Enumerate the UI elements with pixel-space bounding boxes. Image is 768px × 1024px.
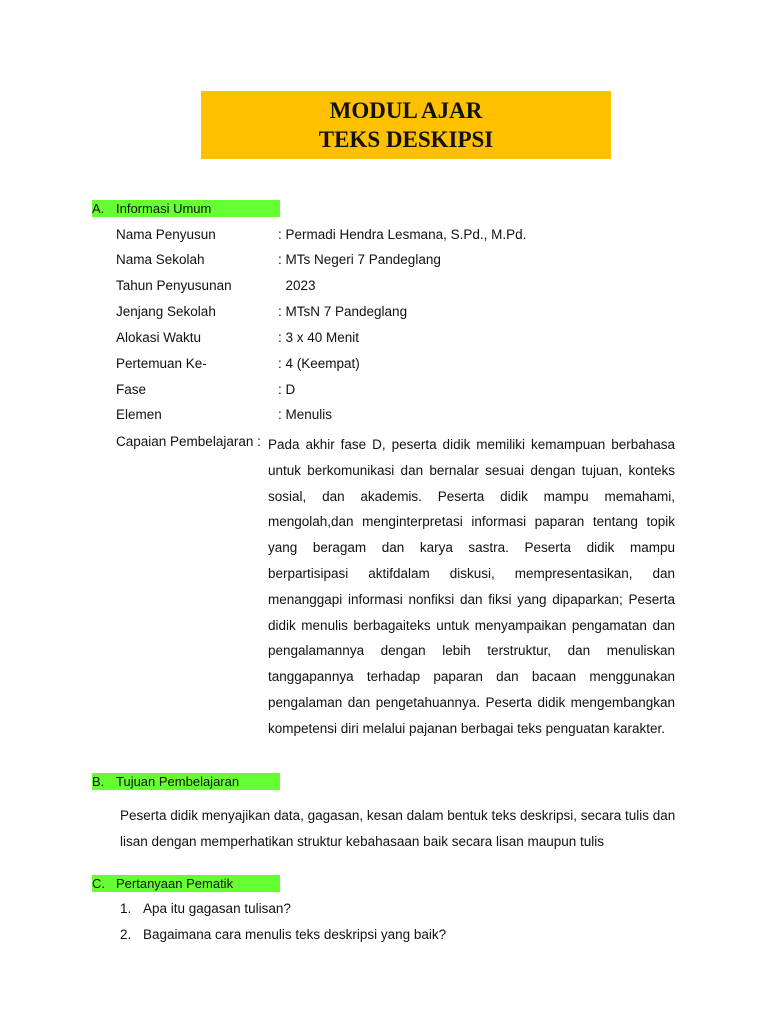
section-b-heading — [92, 773, 280, 790]
section-c-name: Pertanyaan Pematik — [116, 876, 234, 891]
section-b-name: Tujuan Pembelajaran — [116, 774, 240, 789]
question-number: 1. — [120, 901, 132, 916]
info-value: 2023 — [278, 278, 316, 293]
info-label: Jenjang Sekolah — [116, 304, 216, 319]
info-value: : MTsN 7 Pandeglang — [278, 304, 408, 319]
section-c-letter: C. — [92, 876, 105, 891]
info-label: Nama Sekolah — [116, 252, 205, 267]
title-line-2: TEKS DESKIPSI — [318, 127, 494, 152]
info-value: : Menulis — [278, 407, 333, 422]
info-label: Fase — [116, 382, 147, 397]
title-line-1: MODUL AJAR — [329, 98, 483, 123]
tujuan-text: Peserta didik menyajikan data, gagasan, kesan dalam bentuk teks deskripsi, secara tulis dan lisan dengan memperhatikan struktur kebahasaan baik secara lisan maupun tulis — [120, 808, 676, 849]
question-number: 2. — [120, 927, 132, 942]
section-c-heading — [92, 875, 280, 892]
info-value: : 3 x 40 Menit — [278, 330, 360, 345]
info-label: Nama Penyusun — [116, 227, 216, 242]
info-label: Tahun Penyusunan — [116, 278, 232, 293]
section-a-name: Informasi Umum — [116, 201, 212, 216]
capaian-text: Pada akhir fase D, peserta didik memiliki kemampuan berbahasa untuk berkomunikasi dan bernalar sesuai dengan tujuan, konteks sosial, dan akademis. Peserta didik mampu memahami, mengolah,dan menginterpretasi informasi paparan tentang topik yang beragam dan karya sastra. Peserta didik mampu berpartisipasi aktifdalam diskusi, mempresentasikan, dan menanggapi informasi nonfiksi dan fiksi yang dipaparkan; Peserta didik menulis berbagaiteks untuk menyampaikan pengamatan dan pengalamannya dengan lebih terstruktur, dan menuliskan tanggapannya terhadap paparan dan bacaan menggunakan pengalaman dan pengetahuannya. Peserta didik mengembangkan kompetensi diri melalui pajanan berbagai teks penguatan karakter. — [268, 437, 675, 736]
document-title — [201, 91, 611, 159]
section-b-letter: B. — [92, 774, 105, 789]
info-label: Elemen — [116, 407, 162, 422]
info-value: : 4 (Keempat) — [278, 356, 360, 371]
question-text: Apa itu gagasan tulisan? — [143, 901, 291, 916]
section-a-letter: A. — [92, 201, 105, 216]
section-a-heading — [92, 200, 280, 217]
info-value: : Permadi Hendra Lesmana, S.Pd., M.Pd. — [278, 227, 527, 242]
info-label: Pertemuan Ke- — [116, 356, 207, 371]
info-value: : D — [278, 382, 296, 397]
capaian-label: Capaian Pembelajaran : — [116, 434, 261, 449]
info-label: Alokasi Waktu — [116, 330, 202, 345]
info-value: : MTs Negeri 7 Pandeglang — [278, 252, 441, 267]
question-text: Bagaimana cara menulis teks deskripsi yang baik? — [143, 927, 447, 942]
